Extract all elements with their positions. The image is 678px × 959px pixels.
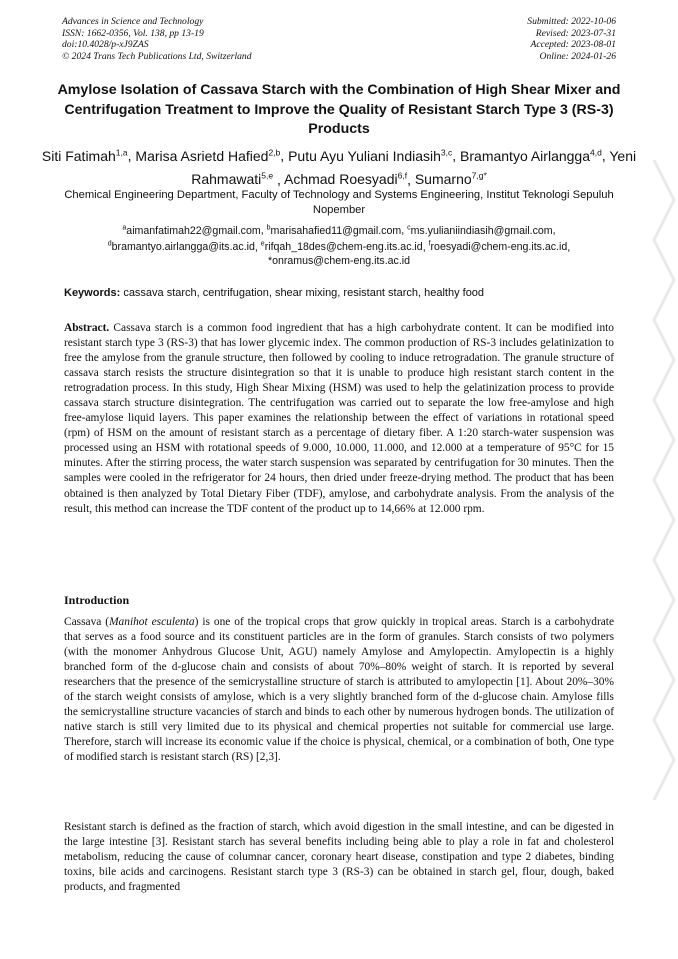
author: Achmad Roesyadi$^{6,f}$	[283, 170, 408, 188]
date-revised: Revised: 2023-07-31	[535, 27, 616, 39]
author: Marisa Asrietd Hafied$^{2,b}$	[135, 147, 281, 164]
section-heading-introduction: Introduction	[64, 593, 130, 607]
email: $^c$ms.yulianiindiasih@gmail.com	[407, 224, 553, 237]
email: $^d$bramantyo.airlangga@its.ac.id	[107, 240, 255, 254]
keywords	[64, 286, 624, 300]
journal-header	[62, 16, 252, 62]
journal-name: Advances in Science and Technology	[62, 16, 204, 27]
email: $^b$marisahafied11@gmail.com	[266, 224, 402, 237]
species-name: Manihot esculenta	[109, 616, 195, 628]
author: Siti Fatimah$^{1,a}$	[41, 147, 128, 164]
date-accepted: Accepted: 2023-08-01	[530, 39, 616, 51]
author: Bramantyo Airlangga$^{4,d}$	[460, 147, 602, 164]
journal-issn: ISSN: 1662-0356, Vol. 138, pp 13-19	[62, 27, 204, 39]
email: *onramus@chem-eng.its.ac.id	[267, 255, 411, 268]
journal-doi: doi:10.4028/p-xJ9ZAS	[62, 39, 149, 51]
abstract-text: Cassava starch is a common food ingredient that has a high carbohydrate content. It can be modified into resistant starch type 3 (RS-3) that has lower glycemic index. The common production of RS-3 includes gelatinization to free the amylose from the granule structure, then followed by cooling to induce retrogradation. The granule structure of cassava starch resists the structure disintegration so that it is unable to produce high resistant starch content in the retrogradation process. In this study, High Shear Mixing (HSM) was used to help the gelatinization process to provide cassava starch structure disintegration. The centrifugation was carried out to separate the low free-amylose and high free-amylose liquid layers. This paper examines the relationship between the effect of variations in rotational speed (rpm) of HSM on the amount of resistant starch as a percentage of dietary fiber. A 1:20 starch-water suspension was processed using an HSM with rotational speeds of 9.000, 10.000, 11.000, and 12.000 at a temperature of 95°C for 15 minutes. After the stirring process, the water starch suspension was separated by centrifugation for 30 minutes. Then the samples were cooled in the refrigerator for 24 hours, then dried under freeze-drying method. The product that has been obtained is then analyzed by Total Dietary Fiber (TDF), amylose, and carbohydrate analysis. From the analysis of the result, this method can increase the TDF content of the product up to 14,66% at 12.000 rpm.	[64, 322, 614, 515]
author: Yeni Rahmawati$^{5,e}$	[191, 147, 637, 188]
watermark-graphic	[650, 140, 678, 840]
email-list: $^a$aimanfatimah22@gmail.com, $^b$marisahafied11@gmail.com, $^c$ms.yulianiindiasih@gmail.com, $^d$bramantyo.airlangga@its.ac.id, $^e$rifqah_18des@chem-eng.its.ac.id, $^f$roesyadi@chem-eng.its.ac.id, *onramus@chem-eng.its.ac.id	[107, 224, 571, 268]
email: $^e$rifqah_18des@chem-eng.its.ac.id	[260, 240, 423, 254]
keywords-text: cassava starch, centrifugation, shear mixing, resistant starch, healthy food	[123, 287, 485, 299]
keywords-label: Keywords:	[64, 287, 121, 299]
affiliation: Chemical Engineering Department, Faculty of Technology and Systems Engineering, Institut Teknologi Sepuluh Nopember	[64, 189, 614, 216]
introduction-paragraph-2: Resistant starch is defined as the fraction of starch, which avoid digestion in the small intestine, and can be digested in the large intestine [3]. Resistant starch has several benefits including being able to play a role in fat and cholesterol metabolism, reducing the cause of columnar cancer, coronary heart disease, constipation and type 2 diabetes, binding toxins, bile acids and carcinogens. Resistant starch type 3 (RS-3) can be obtained in starch gel, flour, dough, baked products, and fragmented	[64, 821, 614, 894]
author-list: Siti Fatimah$^{1,a}$, Marisa Asrietd Hafied$^{2,b}$, Putu Ayu Yuliani Indiasih$^{3,c}$, Bramantyo Airlangga$^{4,d}$, Yeni Rahmawati$^{5,e}$ , Achmad Roesyadi$^{6,f}$, Sumarno$^{7,g*}$	[41, 147, 637, 188]
journal-copyright: © 2024 Trans Tech Publications Ltd, Switzerland	[62, 50, 252, 62]
submission-dates	[527, 16, 616, 62]
email: $^a$aimanfatimah22@gmail.com	[122, 224, 261, 237]
author: Sumarno$^{7,g*}$	[414, 170, 487, 188]
date-online: Online: 2024-01-26	[539, 50, 616, 62]
abstract-label: Abstract.	[64, 322, 110, 334]
introduction-paragraph-1: Cassava (Manihot esculenta) is one of the tropical crops that grow quickly in tropical areas. Starch is a carbohydrate that serves as a food source and its constituent particles are in the form of granules. Starch consists of two polymers (with the monomer Anhydrous Glucose Unit, AGU) namely Amylose and Amylopectin. Amylopectin is a highly branched form of the d-glucose chain and consists of about 70%–80% weight of starch. It is reported by several researchers that the presence of the semicrystalline structure of starch is attributed to amylopectin [1]. About 20%–30% of the starch weight consists of amylose, which is a very slightly branched form of the d-glucose chain. Amylose fills the semicrystalline structure vacancies of starch and binds to each other by numerous hydrogen bonds. The utilization of native starch is still very limited due to its physical and chemical properties not suitable for commercial use large. Therefore, starch will increase its economic value if the choice is physical, chemical, or a combination of both, One type of modified starch is resistant starch (RS) [2,3].	[64, 616, 615, 764]
paper-title: Amylose Isolation of Cassava Starch with the Combination of High Shear Mixer and Centrifugation Treatment to Improve the Quality of Resistant Starch Type 3 (RS-3) Products	[57, 82, 621, 137]
date-submitted: Submitted: 2022-10-06	[527, 16, 616, 27]
author: Putu Ayu Yuliani Indiasih$^{3,c}$	[288, 147, 453, 164]
abstract	[64, 321, 614, 517]
email: $^f$roesyadi@chem-eng.its.ac.id	[428, 240, 568, 254]
